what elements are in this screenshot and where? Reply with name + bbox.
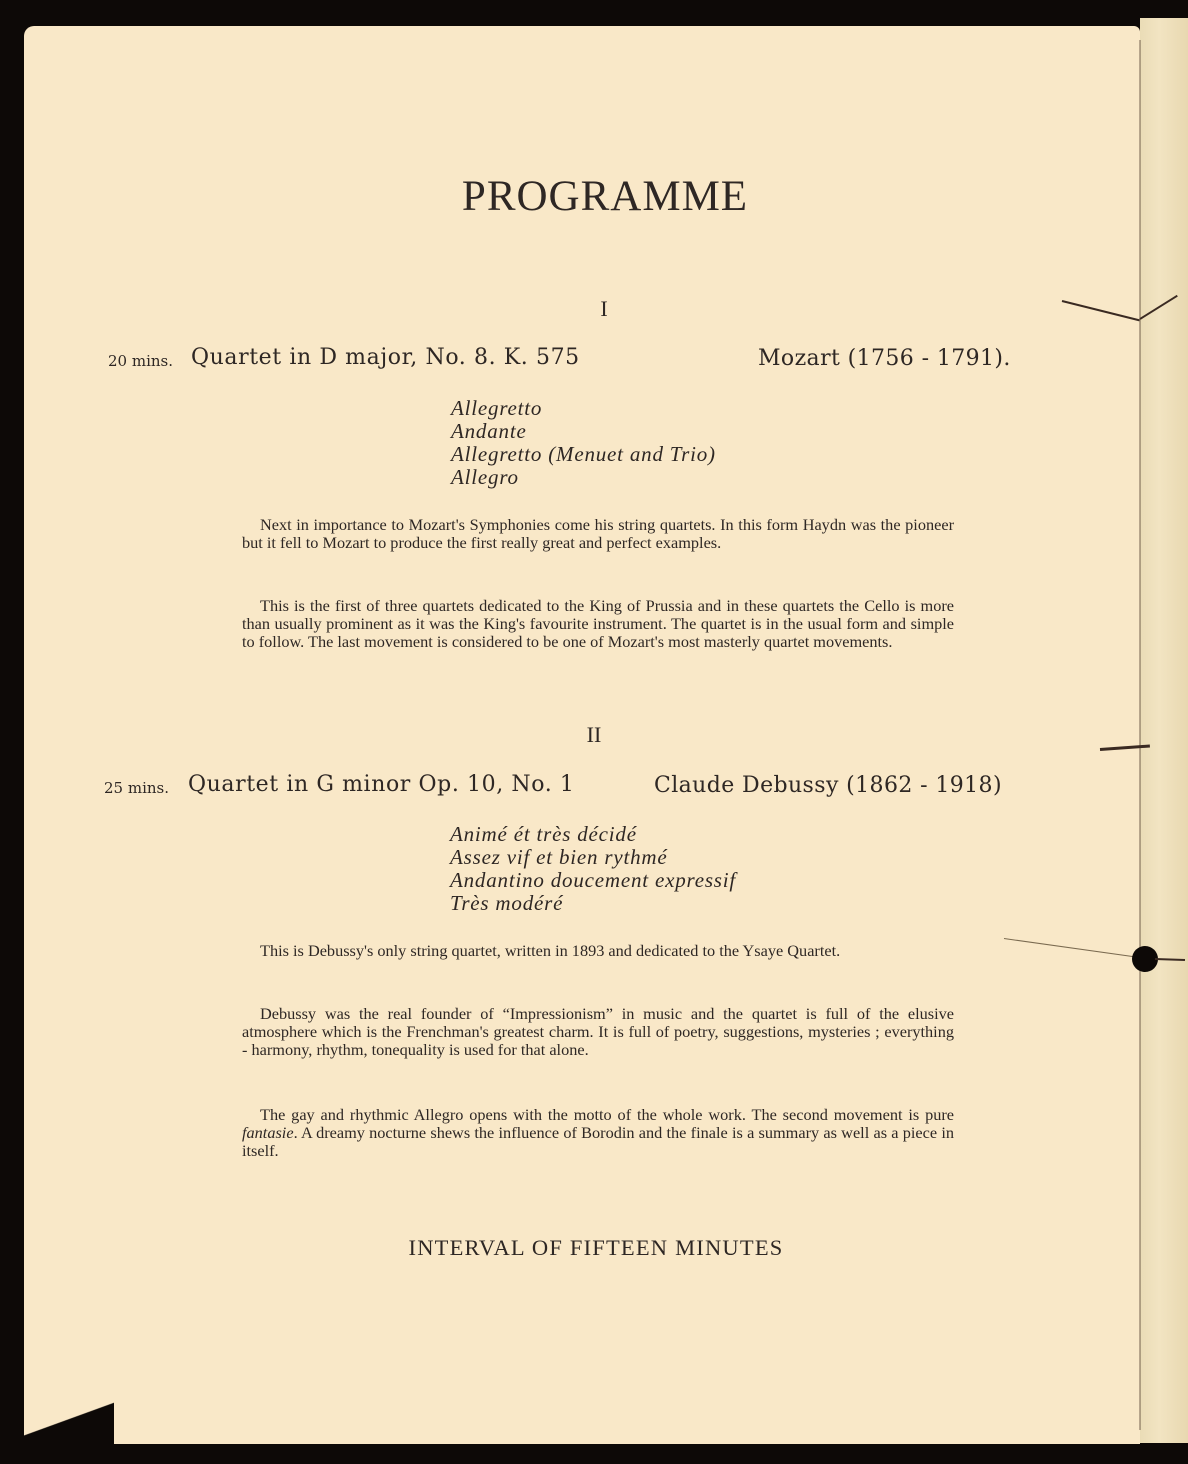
movement-list — [451, 397, 716, 489]
movement: Andante — [451, 419, 527, 443]
note-text: Debussy was the real founder of “Impressionism” in music and the quartet is full of the elusive atmosphere which is the Frenchman's greatest charm. It is full of poetry, suggestions, mysteries ; everything - harmony, rhythm, tonequality is used for that alone. — [242, 1004, 954, 1059]
section-numeral: II — [586, 722, 602, 747]
spine-fold — [1139, 40, 1141, 1430]
duration: 25 mins. — [104, 779, 170, 797]
programme-note — [242, 1106, 954, 1160]
composer: Claude Debussy (1862 - 1918) — [654, 773, 1002, 798]
programme-note — [242, 597, 954, 651]
note-text: This is Debussy's only string quartet, written in 1893 and dedicated to the Ysaye Quartet. — [260, 941, 841, 960]
composer: Mozart (1756 - 1791). — [758, 346, 1011, 371]
movement: Animé ét très décidé — [450, 822, 637, 846]
page-title: PROGRAMME — [461, 173, 749, 220]
torn-corner — [24, 1384, 114, 1444]
work-title: Quartet in D major, No. 8. K. 575 — [191, 345, 580, 370]
movement: Très modéré — [450, 891, 564, 915]
movement-list — [450, 823, 736, 915]
movement: Andantino doucement expressif — [450, 868, 737, 892]
interval-notice: INTERVAL OF FIFTEEN MINUTES — [408, 1235, 784, 1260]
programme-note — [242, 1005, 954, 1059]
note-text: This is the first of three quartets dedicated to the King of Prussia and in these quartets the Cello is more than usually prominent as it was the King's favourite instrument. The quartet is in the usual form and simple to follow. The last movement is considered to be one of Mozart's most masterly quartet movements. — [242, 596, 954, 651]
note-text: . A dreamy nocturne shews the influence of Borodin and the finale is a summary as well as a piece in itself. — [242, 1123, 954, 1160]
movement: Assez vif et bien rythmé — [450, 845, 668, 869]
programme-note — [242, 942, 954, 960]
note-text: Next in importance to Mozart's Symphonies come his string quartets. In this form Haydn was the pioneer but it fell to Mozart to produce the first really great and perfect examples. — [242, 515, 954, 552]
programme-note — [242, 516, 954, 552]
movement: Allegretto (Menuet and Trio) — [451, 442, 716, 466]
section-numeral: I — [600, 296, 608, 321]
movement: Allegro — [451, 465, 519, 489]
note-text: The gay and rhythmic Allegro opens with the motto of the whole work. The second movement is pure — [260, 1105, 954, 1124]
duration: 20 mins. — [108, 352, 174, 370]
adjacent-page-spine — [1140, 18, 1188, 1443]
movement: Allegretto — [451, 396, 543, 420]
note-emphasis: fantasie — [242, 1123, 294, 1142]
work-title: Quartet in G minor Op. 10, No. 1 — [188, 772, 575, 797]
